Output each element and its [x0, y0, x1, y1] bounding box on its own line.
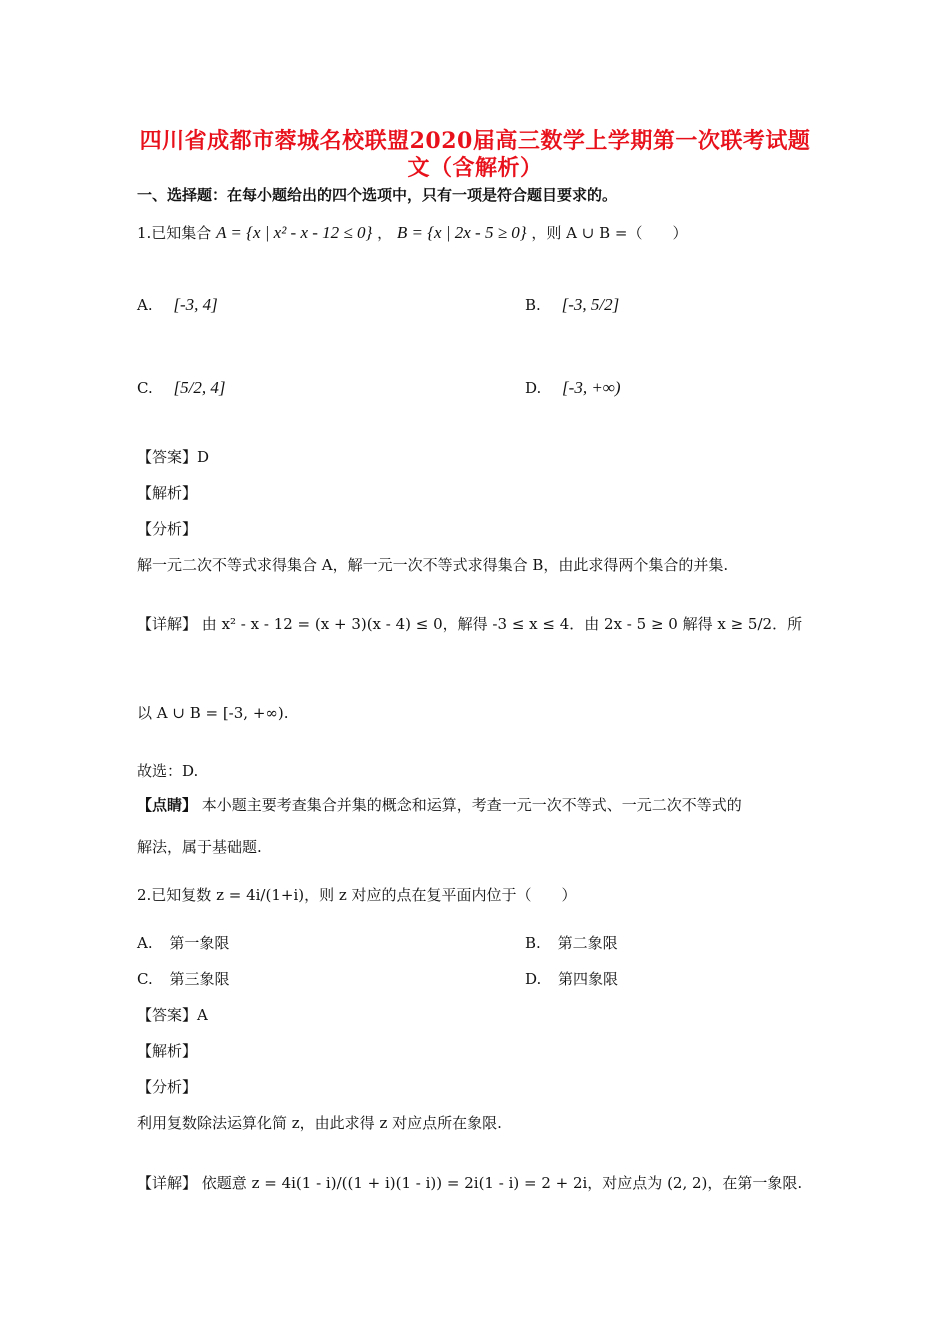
q2-xiangjie	[137, 1172, 802, 1193]
q1-option-d-value: [-3, +∞)	[562, 378, 621, 397]
q2-xiangjie-label: 【详解】	[137, 1174, 198, 1192]
q2-option-d-label: D.	[525, 970, 542, 988]
q1-stem	[137, 222, 687, 243]
q1-option-a-value: [-3, 4]	[173, 295, 218, 314]
q2-option-c-label: C.	[137, 970, 153, 988]
q1-jiexi-label: 【解析】	[137, 484, 198, 502]
q1-fenxi-text: 解一元二次不等式求得集合 A，解一元一次不等式求得集合 B，由此求得两个集合的并集.	[137, 556, 729, 574]
q1-guxuan: 故选：D.	[137, 762, 199, 780]
q1-option-c-value: [5/2, 4]	[173, 378, 226, 397]
q2-option-a-label: A.	[137, 934, 153, 952]
q2-fenxi-text: 利用复数除法运算化简 z，由此求得 z 对应点所在象限.	[137, 1114, 502, 1132]
q2-option-c-value: 第三象限	[169, 970, 230, 988]
q2-option-d-value: 第四象限	[558, 970, 619, 988]
q2-option-a-value: 第一象限	[169, 934, 230, 952]
document-title-line1: 四川省成都市蓉城名校联盟2020届高三数学上学期第一次联考试题	[139, 128, 811, 154]
q1-xiangjie	[137, 613, 802, 634]
q1-stem-suffix: ，则 A ∪ B =（ ）	[531, 224, 688, 242]
q2-xiangjie-text: 依题意 z = 4i(1 - i)/((1 + i)(1 - i)) = 2i(1 - i) = 2 + 2i，对应点为 (2, 2)，在第一象限.	[201, 1174, 803, 1192]
q1-set-a: A = {x | x² - x - 12 ≤ 0}	[216, 223, 373, 242]
q2-answer: 【答案】A	[137, 1006, 208, 1024]
q1-stem-prefix: 1.已知集合	[137, 224, 212, 242]
q1-xiangjie-text2: 以 A ∪ B = [-3, +∞).	[137, 704, 289, 722]
q1-option-d-label: D.	[525, 379, 542, 397]
q1-option-c	[137, 378, 225, 398]
q2-stem: 2.已知复数 z = 4i/(1+i)，则 z 对应的点在复平面内位于（ ）	[137, 886, 577, 904]
q1-option-b-value: [-3, 5/2]	[561, 295, 620, 314]
section-header: 一、选择题：在每小题给出的四个选项中，只有一项是符合题目要求的。	[137, 186, 618, 204]
q1-separator: ，	[377, 224, 393, 242]
q1-set-b: B = {x | 2x - 5 ≥ 0}	[396, 223, 527, 242]
q1-xiangjie-text: 由 x² - x - 12 = (x + 3)(x - 4) ≤ 0，解得 -3 ≤ x ≤ 4．由 2x - 5 ≥ 0 解得 x ≥ 5/2．所	[201, 615, 803, 633]
q1-xiangjie-label: 【详解】	[137, 615, 198, 633]
q1-dianjing-text2: 解法，属于基础题.	[137, 838, 262, 856]
q2-option-b-value: 第二象限	[557, 934, 618, 952]
q2-option-d	[525, 968, 618, 989]
q1-option-c-label: C.	[137, 379, 153, 397]
q1-option-b-label: B.	[525, 296, 541, 314]
q1-option-a-label: A.	[137, 296, 153, 314]
q2-option-c	[137, 968, 230, 989]
q2-fenxi-label: 【分析】	[137, 1078, 198, 1096]
q2-jiexi-label: 【解析】	[137, 1042, 198, 1060]
q1-dianjing	[137, 794, 742, 815]
q2-option-b-label: B.	[525, 934, 541, 952]
q2-option-a	[137, 932, 229, 953]
document-title-line2: 文（含解析）	[407, 155, 543, 181]
q1-option-b	[525, 295, 619, 315]
q1-answer: 【答案】D	[137, 448, 210, 466]
q2-option-b	[525, 932, 618, 953]
q1-fenxi-label: 【分析】	[137, 520, 198, 538]
q1-dianjing-text: 本小题主要考查集合并集的概念和运算，考查一元一次不等式、一元二次不等式的	[201, 796, 742, 814]
q1-option-d	[525, 378, 621, 398]
q1-option-a	[137, 295, 218, 315]
q1-dianjing-label: 【点睛】	[137, 796, 198, 814]
